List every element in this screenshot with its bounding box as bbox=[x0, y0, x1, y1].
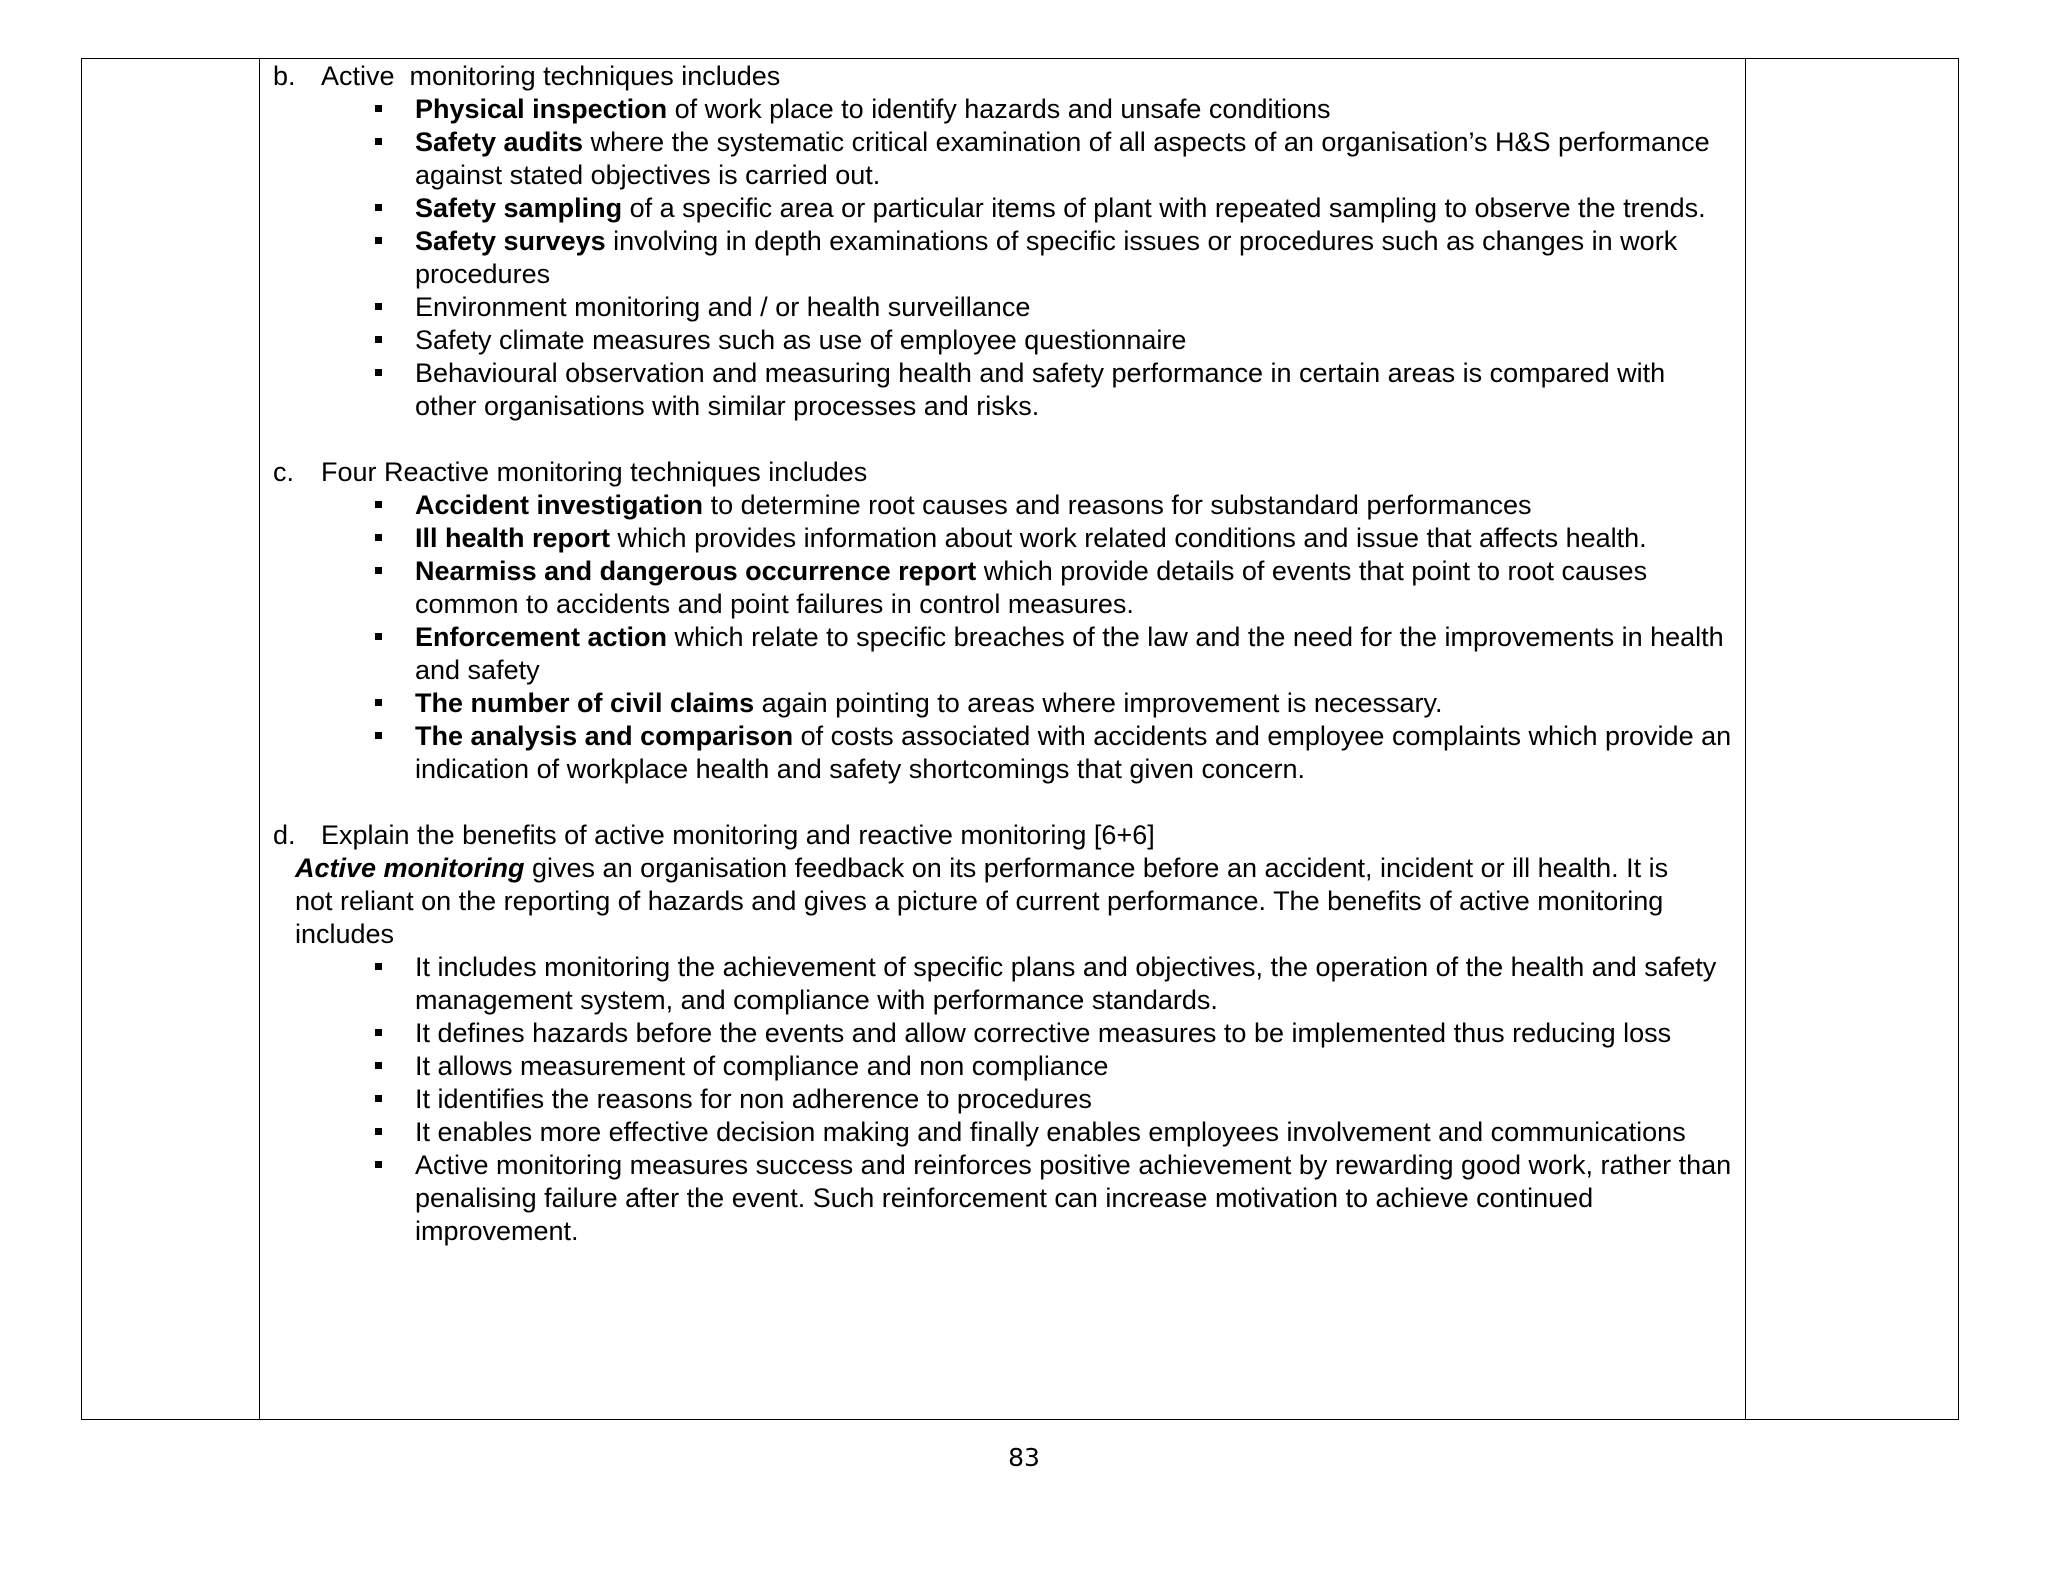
square-bullet-icon bbox=[375, 369, 382, 376]
table-cell-right bbox=[1746, 59, 1959, 1420]
square-bullet-icon bbox=[375, 1062, 382, 1069]
list-item bbox=[415, 720, 1733, 786]
page-number: 83 bbox=[1008, 1443, 1040, 1472]
square-bullet-icon bbox=[375, 963, 382, 970]
list-item bbox=[415, 291, 1733, 324]
intro-term: Active monitoring bbox=[295, 853, 525, 883]
intro-text: gives an organisation feedback on its performance before an accident, incident or ill health. It is not reliant on the reporting of hazards and gives a picture of current performance. The benefits of active monitoring includes bbox=[295, 853, 1669, 949]
list-item-text: which provide details of events that point to root causes common to accidents and point failures in control measures. bbox=[415, 556, 1648, 619]
square-bullet-icon bbox=[375, 138, 382, 145]
list-item bbox=[415, 687, 1733, 720]
list-item bbox=[415, 357, 1733, 423]
list-item bbox=[415, 621, 1733, 687]
list-item-term: Nearmiss and dangerous occurrence report bbox=[415, 556, 977, 586]
section-b-list bbox=[273, 93, 1733, 423]
square-bullet-icon bbox=[375, 1029, 382, 1036]
section-b-letter: b. bbox=[273, 61, 296, 91]
square-bullet-icon bbox=[375, 534, 382, 541]
section-c-letter: c. bbox=[273, 457, 295, 487]
list-item bbox=[415, 324, 1733, 357]
list-item bbox=[415, 93, 1733, 126]
list-item-text: Behavioural observation and measuring health and safety performance in certain areas is compared with other organisations with similar processes and risks. bbox=[415, 358, 1666, 421]
list-item-term: The number of civil claims bbox=[415, 688, 755, 718]
list-item-text: It allows measurement of compliance and non compliance bbox=[415, 1051, 1109, 1081]
list-item-term: Safety sampling bbox=[415, 193, 623, 223]
list-item bbox=[415, 1050, 1733, 1083]
list-item-text: It includes monitoring the achievement of specific plans and objectives, the operation of the health and safety management system, and compliance with performance standards. bbox=[415, 952, 1717, 1015]
list-item-text: It defines hazards before the events and allow corrective measures to be implemented thus reducing loss bbox=[415, 1018, 1672, 1048]
list-item-text: of costs associated with accidents and employee complaints which provide an indication of workplace health and safety shortcomings that given concern. bbox=[415, 721, 1732, 784]
section-c-heading-text: Four Reactive monitoring techniques includes bbox=[321, 457, 868, 487]
list-item-term: Ill health report bbox=[415, 523, 611, 553]
section-d-intro bbox=[273, 852, 1733, 951]
list-item-term: Safety audits bbox=[415, 127, 584, 157]
section-c-heading bbox=[273, 456, 1733, 489]
list-item bbox=[415, 555, 1733, 621]
list-item-text: It enables more effective decision making and finally enables employees involvement and communications bbox=[415, 1117, 1686, 1147]
list-item-text: again pointing to areas where improvement is necessary. bbox=[754, 688, 1443, 718]
list-item bbox=[415, 489, 1733, 522]
square-bullet-icon bbox=[375, 699, 382, 706]
list-item-text: Active monitoring measures success and reinforces positive achievement by rewarding good work, rather than penalising failure after the event. Such reinforcement can increase motivation to achieve continued improvement. bbox=[415, 1150, 1732, 1246]
section-d-letter: d. bbox=[273, 820, 296, 850]
list-item bbox=[415, 1017, 1733, 1050]
list-item-text: It identifies the reasons for non adherence to procedures bbox=[415, 1084, 1092, 1114]
list-item-term: Safety surveys bbox=[415, 226, 606, 256]
square-bullet-icon bbox=[375, 732, 382, 739]
list-item bbox=[415, 1083, 1733, 1116]
spacer bbox=[273, 423, 1733, 456]
list-item-text: of a specific area or particular items of plant with repeated sampling to observe the trends. bbox=[622, 193, 1706, 223]
list-item-term: Physical inspection bbox=[415, 94, 668, 124]
section-c-list bbox=[273, 489, 1733, 786]
square-bullet-icon bbox=[375, 1128, 382, 1135]
section-b-heading bbox=[273, 60, 1733, 93]
answer-content bbox=[273, 60, 1733, 1248]
list-item-text: which provides information about work related conditions and issue that affects health. bbox=[610, 523, 1647, 553]
square-bullet-icon bbox=[375, 336, 382, 343]
list-item bbox=[415, 192, 1733, 225]
section-d-heading bbox=[273, 819, 1733, 852]
list-item bbox=[415, 951, 1733, 1017]
section-d-heading-text: Explain the benefits of active monitoring and reactive monitoring [6+6] bbox=[321, 820, 1155, 850]
square-bullet-icon bbox=[375, 105, 382, 112]
square-bullet-icon bbox=[375, 1095, 382, 1102]
list-item bbox=[415, 126, 1733, 192]
list-item-text: of work place to identify hazards and unsafe conditions bbox=[667, 94, 1331, 124]
list-item bbox=[415, 1149, 1733, 1248]
spacer bbox=[273, 786, 1733, 819]
list-item-text: Safety climate measures such as use of employee questionnaire bbox=[415, 325, 1187, 355]
list-item-text: to determine root causes and reasons for substandard performances bbox=[703, 490, 1532, 520]
square-bullet-icon bbox=[375, 303, 382, 310]
list-item bbox=[415, 522, 1733, 555]
section-d-list bbox=[273, 951, 1733, 1248]
list-item-text: where the systematic critical examination of all aspects of an organisation’s H&S performance against stated objectives is carried out. bbox=[415, 127, 1710, 190]
square-bullet-icon bbox=[375, 237, 382, 244]
square-bullet-icon bbox=[375, 1161, 382, 1168]
square-bullet-icon bbox=[375, 204, 382, 211]
table-cell-left bbox=[82, 59, 260, 1420]
list-item-term: Accident investigation bbox=[415, 490, 704, 520]
list-item bbox=[415, 1116, 1733, 1149]
list-item-text: Environment monitoring and / or health surveillance bbox=[415, 292, 1031, 322]
square-bullet-icon bbox=[375, 633, 382, 640]
section-b-heading-text: Active monitoring techniques includes bbox=[321, 61, 781, 91]
list-item-term: Enforcement action bbox=[415, 622, 668, 652]
list-item-text: involving in depth examinations of specific issues or procedures such as changes in work procedures bbox=[415, 226, 1678, 289]
square-bullet-icon bbox=[375, 501, 382, 508]
list-item-text: which relate to specific breaches of the law and the need for the improvements in health and safety bbox=[415, 622, 1724, 685]
square-bullet-icon bbox=[375, 567, 382, 574]
list-item bbox=[415, 225, 1733, 291]
list-item-term: The analysis and comparison bbox=[415, 721, 794, 751]
